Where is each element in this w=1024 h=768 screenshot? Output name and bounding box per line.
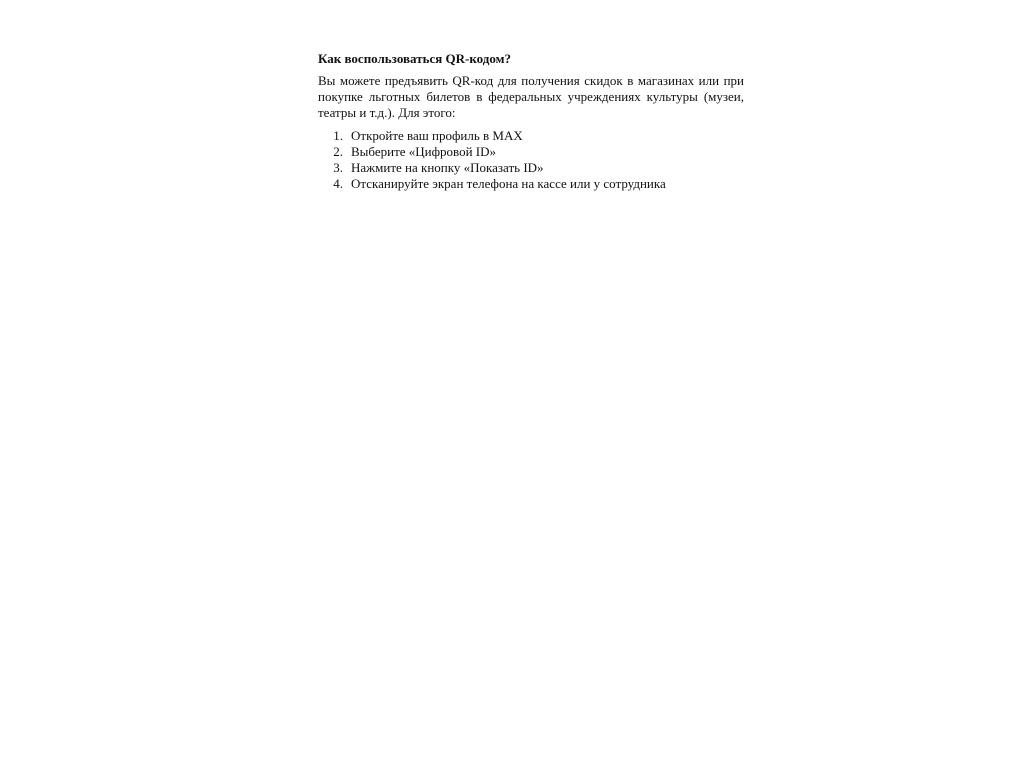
step-item bbox=[318, 176, 744, 192]
document-title: Как воспользоваться QR-кодом? bbox=[318, 51, 511, 66]
step-text: Откройте ваш профиль в MAX bbox=[351, 128, 523, 143]
step-text: Выберите «Цифровой ID» bbox=[351, 144, 497, 159]
step-item bbox=[318, 144, 744, 160]
step-item bbox=[318, 128, 744, 144]
document-page bbox=[318, 50, 744, 192]
step-text: Нажмите на кнопку «Показать ID» bbox=[351, 160, 544, 175]
step-number: 2. bbox=[333, 144, 343, 159]
step-number: 1. bbox=[333, 128, 343, 143]
intro-paragraph: Вы можете предъявить QR-код для получения скидок в магазинах или при покупке льготных билетов в федеральных учреждениях культуры (музеи, театры и т.д.). Для этого: bbox=[318, 73, 744, 120]
step-item bbox=[318, 160, 744, 176]
step-number: 4. bbox=[333, 176, 343, 191]
step-number: 3. bbox=[333, 160, 343, 175]
step-text: Отсканируйте экран телефона на кассе или у сотрудника bbox=[351, 176, 666, 191]
steps-list bbox=[318, 128, 744, 192]
